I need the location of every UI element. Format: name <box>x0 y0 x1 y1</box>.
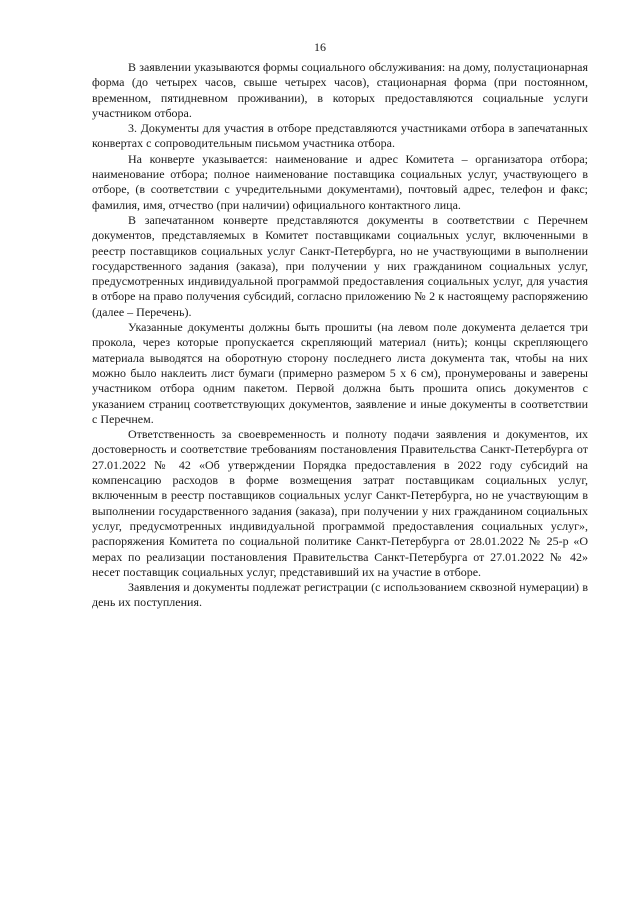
paragraph-sealed-envelopes: 3. Документы для участия в отборе представляются участниками отбора в запечатанных конвертах с сопроводительным письмом участника отбора. <box>92 121 588 151</box>
document-body <box>92 60 588 611</box>
paragraph-responsibility: Ответственность за своевременность и полноту подачи заявления и документов, их достоверность и соответствие требованиям постановления Правительства Санкт-Петербурга от 27.01.2022 № 42 «Об утверждении Порядка предоставления в 2022 году субсидий на компенсацию расходов в форме возмещения затрат поставщикам социальных услуг, включенным в реестр поставщиков социальных услуг Санкт-Петербурга, но не участвующим в выполнении государственного задания (заказа), при получении у них гражданином социальных услуг, предусмотренных индивидуальной программой предоставления социальных услуг», распоряжения Комитета по социальной политике Санкт-Петербурга от 28.01.2022 № 25-р «О мерах по реализации постановления Правительства Санкт-Петербурга от 27.01.2022 № 42» несет поставщик социальных услуг, представивший их на участие в отборе. <box>92 427 588 579</box>
paragraph-document-list: В запечатанном конверте представляются документы в соответствии с Перечнем документов, представляемых в Комитет поставщиками социальных услуг, включенными в реестр поставщиков социальных услуг Санкт-Петербурга, но не участвующими в выполнении государственного задания (заказа), при получении у них гражданином социальных услуг, предусмотренных индивидуальной программой предоставления социальных услуг, для участия в отборе на право получения субсидий, согласно приложению № 2 к настоящему распоряжению (далее – Перечень). <box>92 212 588 319</box>
paragraph-binding-rules: Указанные документы должны быть прошиты (на левом поле документа делается три прокола, через которые пропускается скрепляющий материал (нить); концы скрепляющего материала выводятся на оборотную сторону последнего листа документа так, чтобы на них можно было наклеить лист бумаги (примерно размером 5 х 6 см), пронумерованы и заверены участником отбора одним пакетом. Первой должна быть прошита опись документов с указанием страниц соответствующих документов, заявление и иные документы в соответствии с Перечнем. <box>92 320 588 426</box>
page-number: 16 <box>314 40 326 54</box>
paragraph-envelope-details: На конверте указывается: наименование и адрес Комитета – организатора отбора; наименование отбора; полное наименование поставщика социальных услуг, участвующего в отборе, (в соответствии с учредительными документами), почтовый адрес, телефон и факс; фамилия, имя, отчество (при наличии) официального контактного лица. <box>92 151 588 212</box>
paragraph-service-forms: В заявлении указываются формы социального обслуживания: на дому, полустационарная форма (до четырех часов, свыше четырех часов), стационарная форма (при постоянном, временном, пятидневном проживании), в которых предоставляются социальные услуги участником отбора. <box>92 60 588 120</box>
paragraph-registration: Заявления и документы подлежат регистрации (с использованием сквозной нумерации) в день их поступления. <box>92 580 588 610</box>
